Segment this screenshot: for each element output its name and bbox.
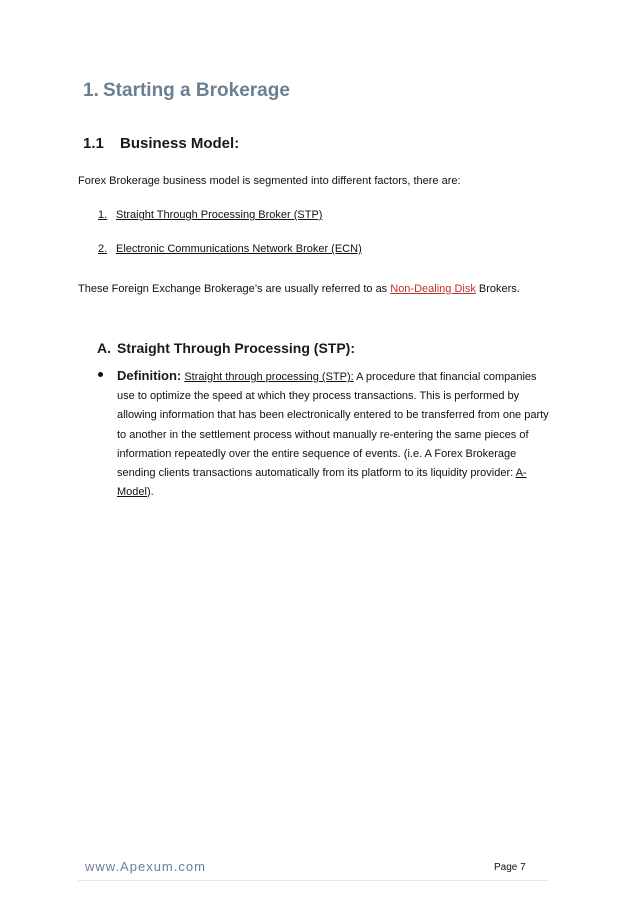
list-text: Straight Through Processing Broker (STP) [116,209,323,221]
chapter-heading [83,80,290,102]
intro-paragraph: Forex Brokerage business model is segmented into different factors, there are: [78,175,461,187]
note-text-end: Brokers. [475,283,520,295]
chapter-title: Starting a Brokerage [103,80,290,101]
note-text: These Foreign Exchange Brokerage’s are usually referred to as [78,283,391,295]
list-number: 1. [98,209,108,221]
definition-label: Definition: [117,368,182,383]
footer-divider [78,880,548,881]
bullet-icon [98,372,103,377]
list-text: Electronic Communications Network Broker (ECN) [116,243,362,255]
non-dealing-desk-link[interactable]: Non-Dealing Disk [390,283,476,295]
subsection-heading [97,340,355,356]
a-model-term: A-Model [117,467,527,499]
subsection-letter: A. [97,340,111,356]
section-number: 1.1 [83,135,104,152]
section-title: Business Model: [120,135,240,152]
list-item [98,243,362,255]
definition-paragraph [117,366,557,502]
footer-website: www.Apexum.com [85,859,206,874]
list-item [98,209,322,221]
definition-end: ). [146,486,154,499]
page-number: Page 7 [494,862,526,873]
note-paragraph [78,283,520,295]
definition-text: A procedure that financial companies use to optimize the speed at which they process transactions. This is performed by allowing information that has been electronically entered to be transferred from one party to another in the settlement process without manually re-entering the same pieces of information repeatedly over the entire sequence of events. (i.e. A Forex Brokerage sending clients transactions automatically from its platform to its liquidity provider: [117,371,549,480]
subsection-title: Straight Through Processing (STP): [117,340,356,356]
section-heading [83,135,239,152]
chapter-number: 1. [83,80,99,101]
definition-term: Straight through processing (STP): [184,371,354,383]
list-number: 2. [98,243,108,255]
